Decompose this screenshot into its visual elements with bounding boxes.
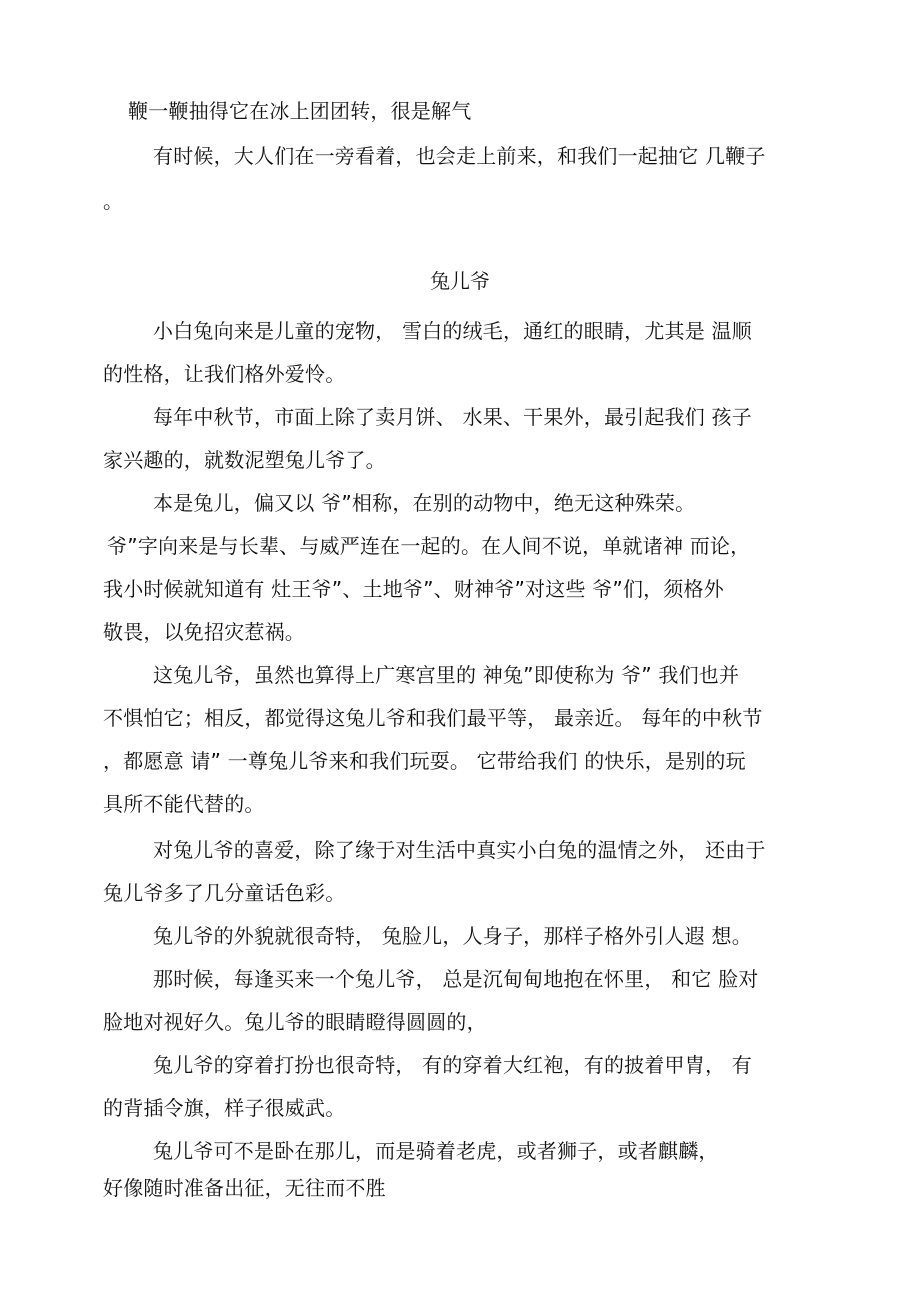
paragraph-line: 每年中秋节，市面上除了卖月饼、 水果、干果外，最引起我们 孩子: [153, 405, 752, 429]
text-line: 鞭一鞭抽得它在冰上团团转，很是解气: [128, 99, 472, 123]
paragraph-line: 小白兔向来是儿童的宠物， 雪白的绒毛，通红的眼睛，尤其是 温顺: [153, 319, 752, 343]
paragraph-line: 敬畏，以免招灾惹祸。: [103, 620, 305, 644]
paragraph-line: 具所不能代替的。: [103, 792, 265, 816]
paragraph-line: ，都愿意 请” 一尊兔儿爷来和我们玩耍。 它带给我们 的快乐，是别的玩: [103, 749, 746, 773]
paragraph-line: 家兴趣的，就数泥塑兔儿爷了。: [103, 448, 386, 472]
paragraph-line: 好像随时准备出征，无往而不胜: [103, 1176, 386, 1200]
paragraph-line: 爷”字向来是与长辈、与威严连在一起的。在人间不说，单就诸神 而论，: [107, 534, 751, 558]
paragraph-line: 的背插令旗，样子很威武。: [103, 1096, 346, 1120]
text-line: 。: [103, 189, 124, 213]
paragraph-line: 本是兔儿，偏又以 爷”相称，在别的动物中，绝无这种殊荣。: [153, 491, 696, 515]
paragraph-line: 我小时候就知道有 灶王爷”、土地爷”、财神爷”对这些 爷”们，须格外: [103, 577, 724, 601]
section-title: 兔儿爷: [430, 269, 490, 293]
paragraph-line: 那时候，每逢买来一个兔儿爷， 总是沉甸甸地抱在怀里， 和它 脸对: [153, 967, 759, 991]
paragraph-line: 不惧怕它；相反，都觉得这兔儿爷和我们最平等， 最亲近。 每年的中秋节: [103, 706, 763, 730]
paragraph-line: 这兔儿爷，虽然也算得上广寒宫里的 神兔”即使称为 爷” 我们也并: [153, 663, 740, 687]
paragraph-line: 兔儿爷的穿着打扮也很奇特， 有的穿着大红袍，有的披着甲胄， 有: [153, 1053, 752, 1077]
paragraph-line: 的性格，让我们格外爱怜。: [103, 362, 346, 386]
paragraph-line: 兔儿爷的外貌就很奇特， 兔脸儿，人身子，那样子格外引人遐 想。: [153, 924, 752, 948]
paragraph-line: 兔儿爷多了几分童话色彩。: [103, 881, 346, 905]
paragraph-line: 脸地对视好久。兔儿爷的眼睛瞪得圆圆的，: [103, 1010, 487, 1034]
paragraph-line: 对兔儿爷的喜爱，除了缘于对生活中真实小白兔的温情之外， 还由于: [153, 838, 766, 862]
text-line: 有时候，大人们在一旁看着，也会走上前来，和我们一起抽它 几鞭子: [153, 144, 766, 168]
paragraph-line: 兔儿爷可不是卧在那儿，而是骑着老虎，或者狮子，或者麒麟，: [153, 1139, 719, 1163]
